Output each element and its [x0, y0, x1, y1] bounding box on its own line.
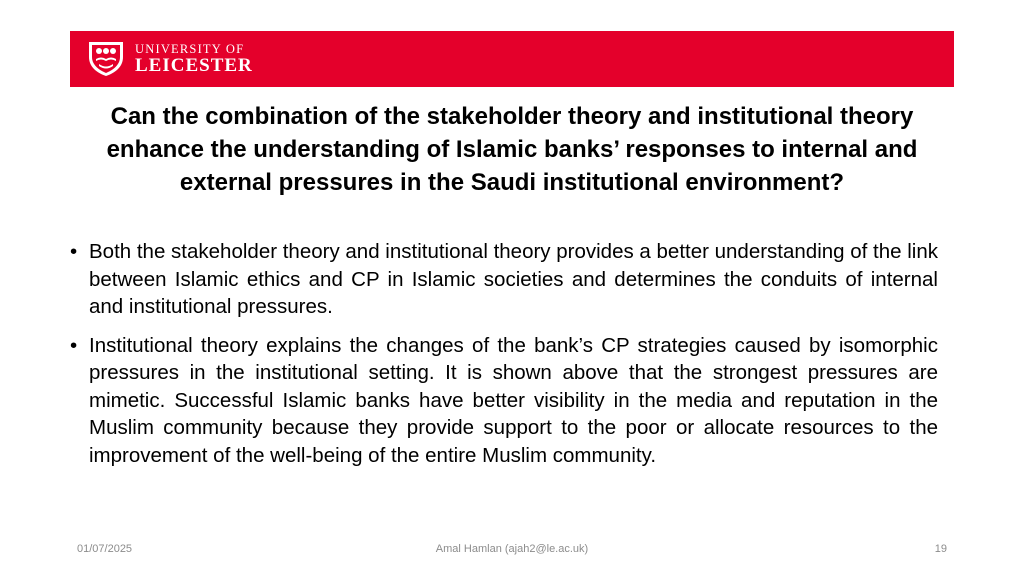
- bullet-text: Both the stakeholder theory and institutional theory provides a better understanding of the link between Islamic ethics and CP in Islamic societies and determines the conduits of internal and institutional pressures.: [89, 240, 939, 318]
- logo-line-1: UNIVERSITY OF: [135, 41, 245, 56]
- slide-title: Can the combination of the stakeholder theory and institutional theory enhance the understanding of Islamic banks’ responses to internal and external pressures in the Saudi institutional environment?: [106, 103, 918, 196]
- footer-date: 01/07/2025: [77, 543, 133, 555]
- logo-line-2: LEICESTER: [135, 55, 253, 77]
- bullet-list: [70, 238, 938, 469]
- logo-wordmark: [135, 43, 253, 76]
- bullet-item: [70, 238, 938, 321]
- university-logo: [86, 40, 253, 78]
- bullet-item: [70, 332, 938, 470]
- header-banner: [70, 31, 954, 87]
- bullet-text: Institutional theory explains the changes of the bank’s CP strategies caused by isomorphic pressures in the institutional setting. It is shown above that the strongest pressures are mimetic. Successful Islamic banks have better visibility in the media and reputation in the Muslim community because they provide support to the poor or allocate resources to the improvement of the well-being of the entire Muslim community.: [89, 333, 938, 467]
- bullet-marker: •: [70, 333, 78, 357]
- page-number: 19: [934, 543, 947, 555]
- bullet-marker: •: [70, 240, 78, 263]
- shield-crest-icon: [86, 40, 126, 78]
- footer-author: Amal Hamlan (ajah2@le.ac.uk): [435, 543, 589, 555]
